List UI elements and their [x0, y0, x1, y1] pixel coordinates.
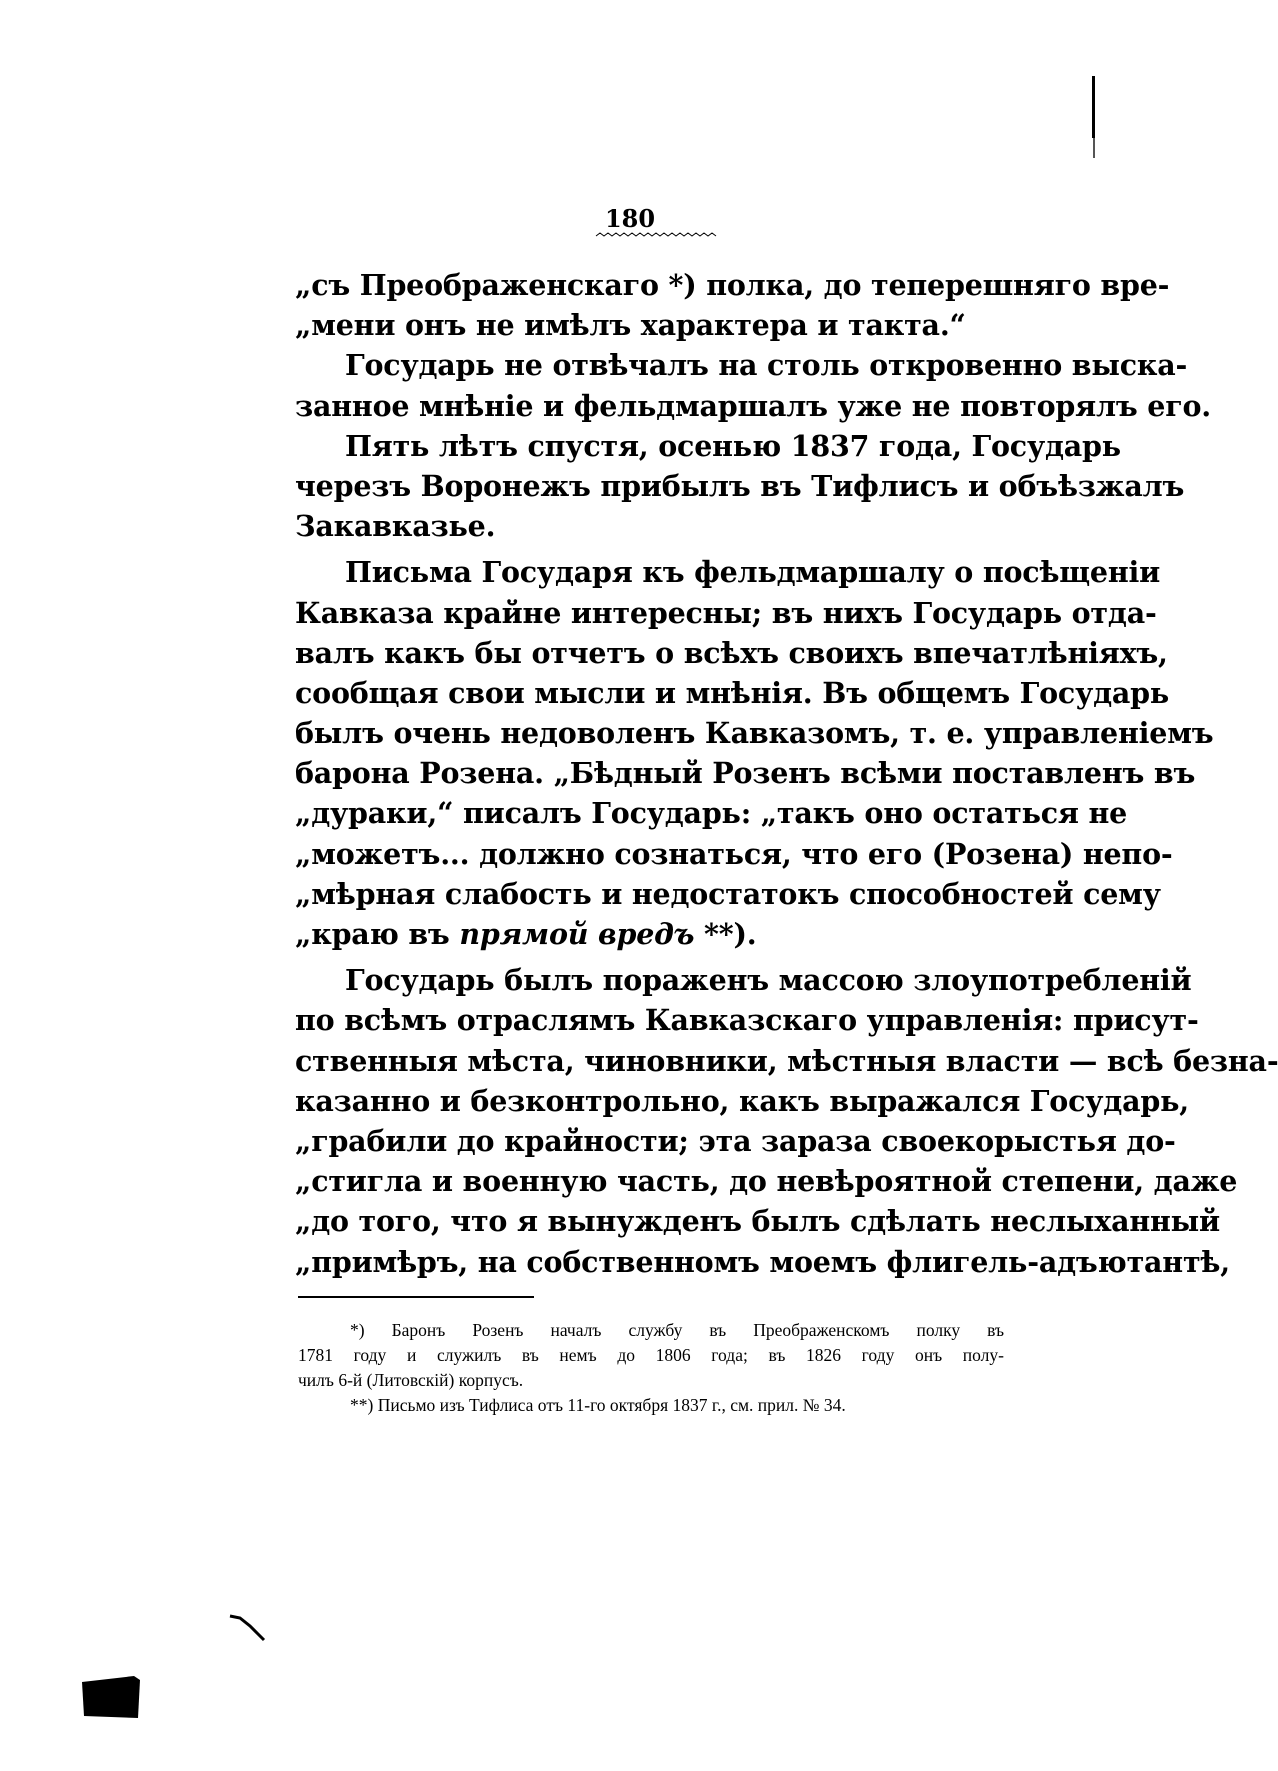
scan-artifact	[82, 1672, 142, 1718]
text-line-content: Кавказа крайне интересны; въ нихъ Государь отда-	[295, 595, 1157, 630]
text-line	[295, 1081, 1189, 1121]
text-line	[295, 552, 1161, 592]
page-number-ornament	[596, 232, 716, 244]
text-line-content: занное мнѣніе и фельдмаршалъ уже не повторялъ его.	[295, 388, 1212, 423]
text-line-content: казанно и безконтрольно, какъ выражался Государь,	[295, 1083, 1189, 1118]
text-line-content: „съ Преображенскаго *) полка, до теперешняго вре-	[295, 268, 1170, 302]
text-line	[295, 1161, 1238, 1201]
text-line	[295, 1041, 1278, 1081]
text-line	[295, 753, 1196, 793]
scan-artifact	[228, 1612, 268, 1642]
footnote-rule	[298, 1296, 534, 1298]
text-line-content: черезъ Воронежъ прибылъ въ Тифлисъ и объѣзжалъ	[295, 468, 1185, 503]
text-line	[295, 305, 1007, 345]
text-line	[295, 1242, 1230, 1282]
footnote-line: чилъ 6-й (Литовскій) корпусъ.	[298, 1370, 524, 1390]
text-line-content: „можетъ... должно сознаться, что его (Розена) непо-	[295, 836, 1173, 871]
text-line-content: Государь былъ пораженъ массою злоупотребленій	[345, 963, 1192, 998]
page-number: 180	[604, 204, 656, 233]
footnote-line: **) Письмо изъ Тифлиса отъ 11-го октября 1837 г., см. прил. № 34.	[350, 1395, 846, 1415]
text-line	[295, 914, 1007, 954]
text-line	[295, 345, 1188, 385]
text-line	[295, 960, 1192, 1000]
footnote-ref: **).	[694, 917, 757, 951]
text-line-content: валъ какъ бы отчетъ о всѣхъ своихъ впечатлѣніяхъ,	[295, 635, 1168, 670]
text-line-content: былъ очень недоволенъ Кавказомъ, т. е. управленіемъ	[295, 716, 1214, 751]
text-line-content: „грабили до крайности; эта зараза своекорыстья до-	[295, 1123, 1176, 1158]
body-text	[295, 265, 1278, 1282]
text-line	[295, 1201, 1220, 1241]
footnotes	[298, 1318, 1004, 1418]
text-line	[295, 506, 1007, 546]
text-line-content: „дураки,“ писалъ Государь: „такъ оно остаться не	[295, 796, 1128, 831]
text-line	[295, 633, 1168, 673]
text-line-content: Пять лѣтъ спустя, осенью 1837 года, Государь	[345, 428, 1121, 463]
text-line	[295, 593, 1157, 633]
text-line-content: Закавказье.	[295, 509, 496, 544]
text-line	[295, 874, 1161, 914]
text-line-content: „стигла и военную часть, до невѣроятной степени, даже	[295, 1164, 1238, 1199]
scan-edge-mark	[1093, 138, 1095, 158]
text-line	[295, 1000, 1199, 1040]
footnote-line: 1781 году и служилъ въ немъ до 1806 года; въ 1826 году онъ полу-	[298, 1345, 1004, 1365]
text-line-content: по всѣмъ отраслямъ Кавказскаго управленія: присут-	[295, 1003, 1199, 1038]
text-line	[295, 834, 1173, 874]
text-line	[295, 466, 1185, 506]
text-line-content: „до того, что я вынужденъ былъ сдѣлать неслыханный	[295, 1204, 1220, 1239]
text-line-content: „краю въ	[295, 917, 450, 951]
text-line	[295, 1121, 1176, 1161]
text-line	[295, 713, 1214, 753]
text-line	[295, 426, 1121, 466]
text-line-content: сообщая свои мысли и мнѣнія. Въ общемъ Государь	[295, 675, 1170, 710]
text-line-content: „мени онъ не имѣлъ характера и такта.“	[295, 308, 966, 343]
footnote-line: *) Баронъ Розенъ началъ службу въ Преображенскомъ полку въ	[350, 1320, 1004, 1340]
scan-edge-mark	[1092, 76, 1095, 138]
text-line-content: Государь не отвѣчалъ на столь откровенно выска-	[345, 348, 1188, 383]
text-line-content: „примѣръ, на собственномъ моемъ флигель-адъютантѣ,	[295, 1244, 1230, 1279]
text-line	[295, 673, 1170, 713]
text-line-content: „мѣрная слабость и недостатокъ способностей сему	[295, 876, 1161, 911]
text-line	[295, 386, 1212, 426]
text-line	[295, 793, 1128, 833]
italic-emphasis: прямой вредъ	[459, 917, 695, 951]
text-line-content: ственныя мѣста, чиновники, мѣстныя власти — всѣ безна-	[295, 1043, 1278, 1078]
text-line	[295, 265, 1170, 305]
text-line-content: барона Розена. „Бѣдный Розенъ всѣми поставленъ въ	[295, 756, 1196, 791]
text-line-content: Письма Государя къ фельдмаршалу о посѣщеніи	[345, 555, 1161, 590]
